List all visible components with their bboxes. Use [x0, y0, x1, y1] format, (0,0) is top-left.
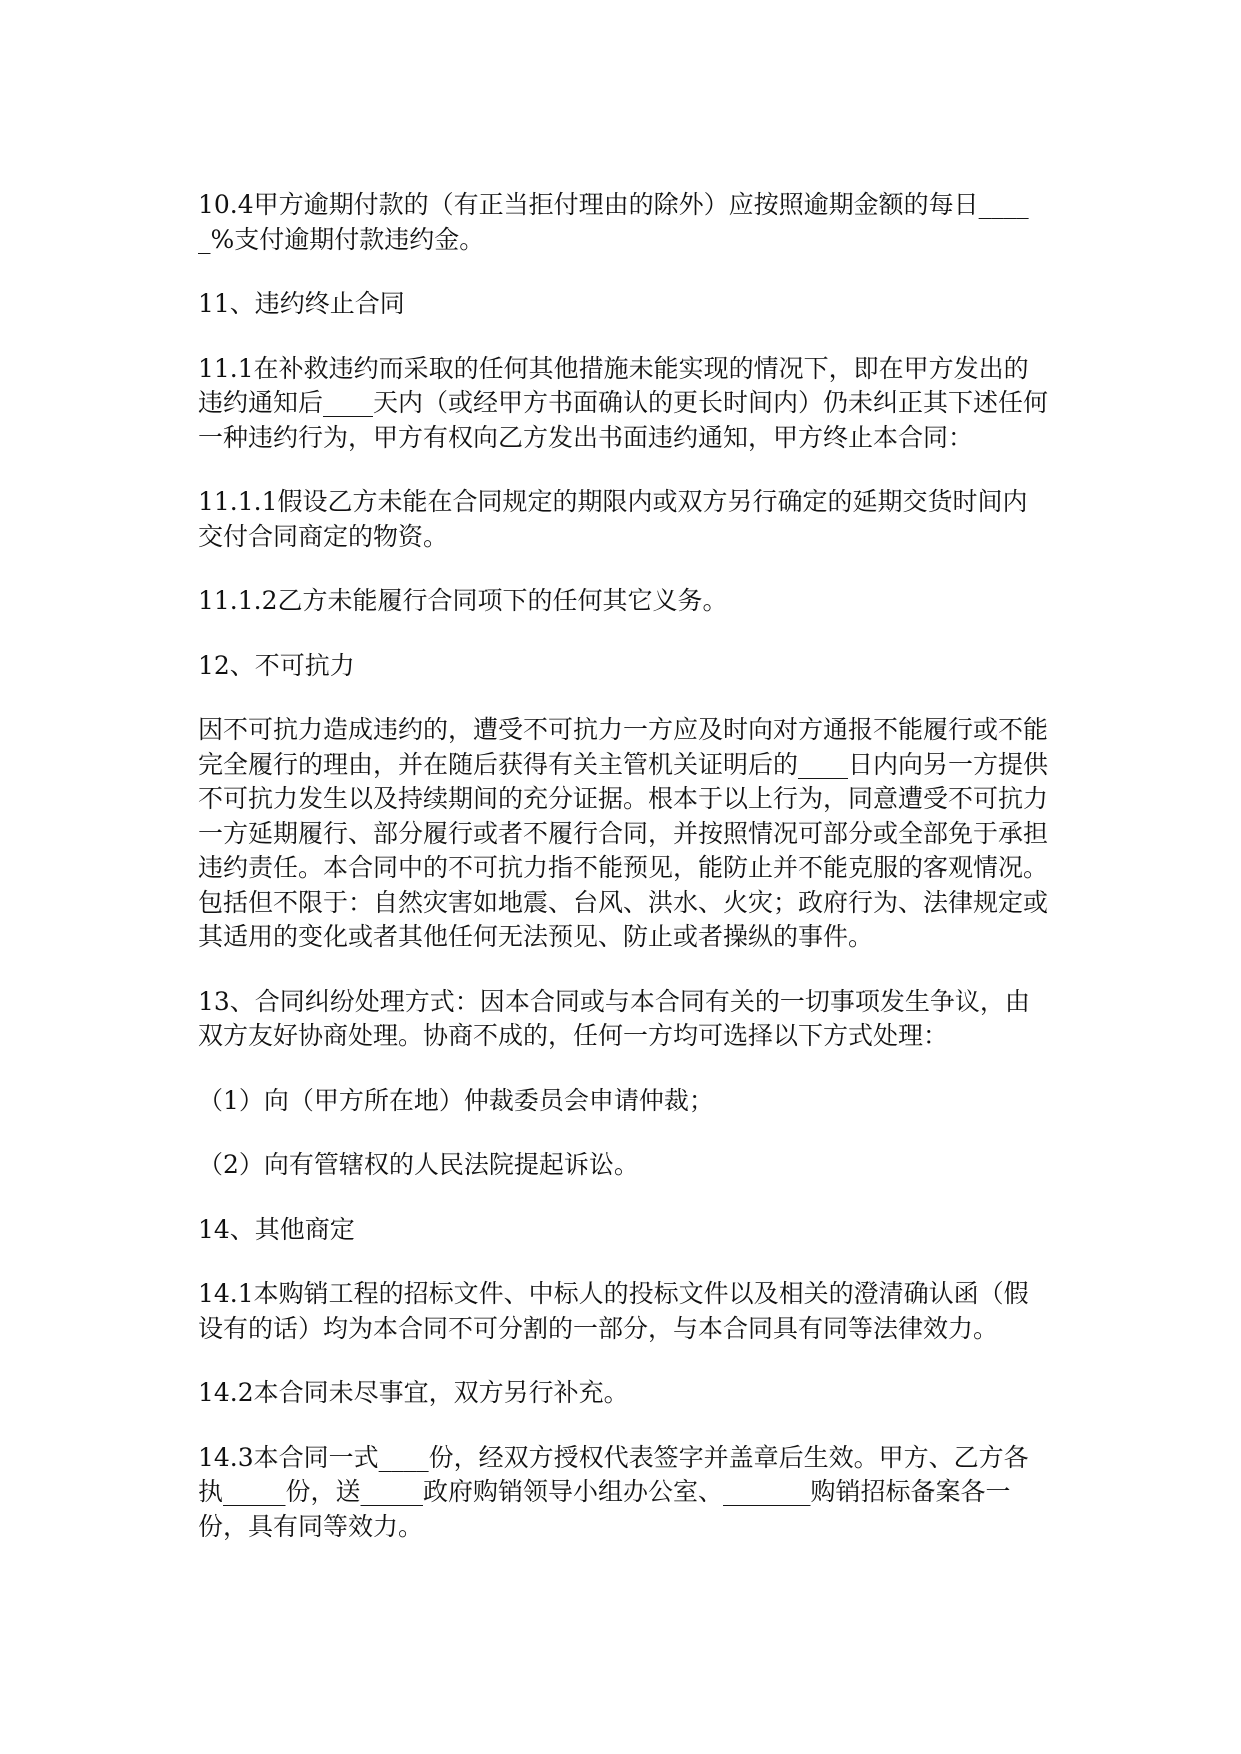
section-11-heading: 11、违约终止合同 — [198, 289, 405, 318]
clause-11-1: 11.1在补救违约而采取的任何其他措施未能实现的情况下，即在甲方发出的违约通知后____天内（或经甲方书面确认的更长时间内）仍未纠正其下述任何一种违约行为，甲方有权向乙方发出书面违约通知，甲方终止本合同： — [198, 353, 1049, 452]
clause-14-3: 14.3本合同一式____份，经双方授权代表签字并盖章后生效。甲方、乙方各执_____份，送_____政府购销领导小组办公室、_______购销招标备案各一份，具有同等效力。 — [198, 1442, 1029, 1541]
dispute-option-1: （1）向（甲方所在地）仲裁委员会申请仲裁； — [198, 1085, 714, 1115]
clause-11-1-1: 11.1.1假设乙方未能在合同规定的期限内或双方另行确定的延期交货时间内交付合同商定的物资。 — [198, 487, 1028, 551]
clause-11-1-2: 11.1.2乙方未能履行合同项下的任何其它义务。 — [198, 586, 728, 615]
force-majeure-paragraph: 因不可抗力造成违约的，遭受不可抗力一方应及时向对方通报不能履行或不能完全履行的理由，并在随后获得有关主管机关证明后的____日内向另一方提供不可抗力发生以及持续期间的充分证据。根本于以上行为，同意遭受不可抗力一方延期履行、部分履行或者不履行合同，并按照情况可部分或全部免于承担违约责任。本合同中的不可抗力指不能预见，能防止并不能克服的客观情况。包括但不限于：自然灾害如地震、台风、洪水、火灾；政府行为、法律规定或其适用的变化或者其他任何无法预见、防止或者操纵的事件。 — [198, 715, 1049, 951]
clause-10-4: 10.4甲方逾期付款的（有正当拒付理由的除外）应按照逾期金额的每日_____%支付逾期付款违约金。 — [198, 190, 1029, 254]
section-13-dispute: 13、合同纠纷处理方式：因本合同或与本合同有关的一切事项发生争议，由双方友好协商处理。协商不成的，任何一方均可选择以下方式处理： — [198, 986, 1030, 1050]
clause-14-2: 14.2本合同未尽事宜，双方另行补充。 — [198, 1378, 629, 1407]
dispute-option-2: （2）向有管辖权的人民法院提起诉讼。 — [198, 1150, 639, 1179]
section-12-heading: 12、不可抗力 — [198, 650, 355, 680]
clause-14-1: 14.1本购销工程的招标文件、中标人的投标文件以及相关的澄清确认函（假设有的话）均为本合同不可分割的一部分，与本合同具有同等法律效力。 — [198, 1279, 1029, 1343]
document-body — [198, 188, 1048, 1544]
section-14-heading: 14、其他商定 — [198, 1214, 355, 1244]
